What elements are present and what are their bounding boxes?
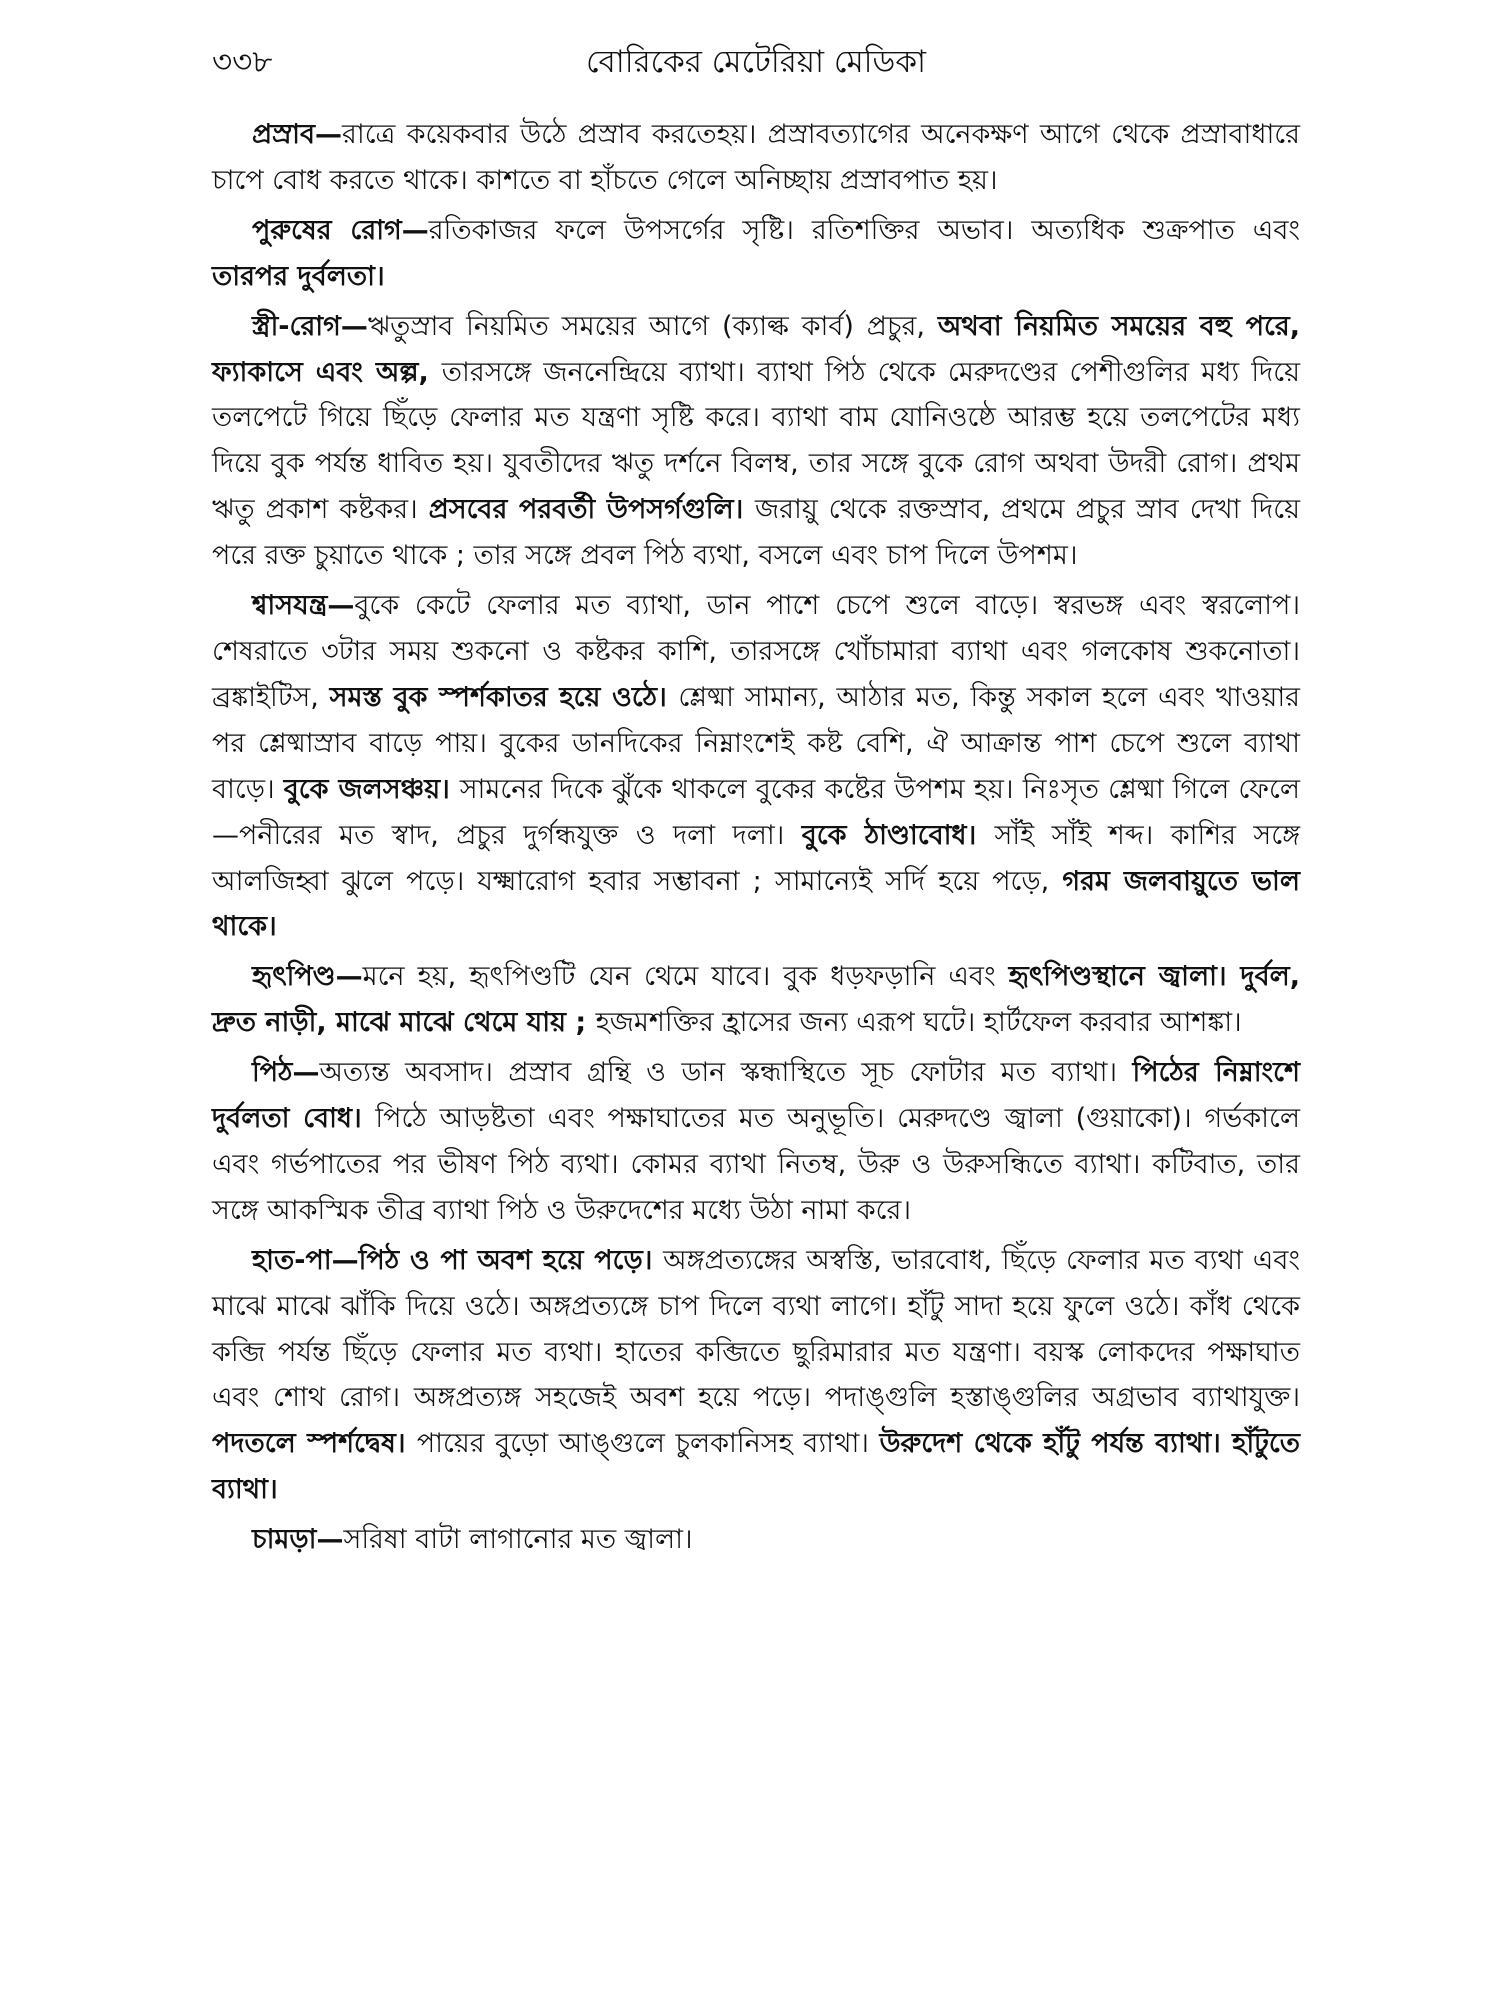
text-segment-bold: গরম জলবায়ুতে ভাল থাকে।: [212, 865, 1300, 943]
text-segment-bold: পিঠ ও পা অবশ হয়ে পড়ে।: [358, 1244, 664, 1276]
page-number: ৩৩৮: [212, 44, 273, 80]
text-segment-bold: সমস্ত বুক স্পর্শকাতর হয়ে ওঠে।: [329, 681, 679, 713]
text-segment-bold: উরুদেশ থেকে হাঁটু পর্যন্ত ব্যাথা। হাঁটুতে ব্যাথা।: [212, 1428, 1301, 1506]
paragraph-urine: [212, 112, 1300, 204]
text-segment: ঋতুস্রাব নিয়মিত সময়ের আগে (ক্যাল্ক কার্ব) প্রচুর,: [367, 310, 938, 342]
paragraph-back: [212, 1050, 1300, 1234]
paragraph-heart: [212, 954, 1300, 1046]
running-title: বোরিকের মেটেরিয়া মেডিকা: [585, 44, 927, 80]
text-segment-bold: অথবা নিয়মিত সময়ের বহু পরে, ফ্যাকাসে এবং অল্প,: [212, 310, 1300, 388]
text-segment-bold: তারপর দুর্বলতা।: [212, 260, 385, 292]
paragraph-limbs: [212, 1238, 1300, 1513]
text-segment-bold: প্রসবের পরবর্তী উপসর্গগুলি।: [428, 494, 755, 526]
text-segment-bold: বুকে ঠাণ্ডাবোধ।: [801, 819, 995, 851]
text-segment: মনে হয়, হৃৎপিণ্ডটি যেন থেমে যাবে। বুক ধড়ফড়ানি এবং: [362, 961, 1009, 993]
heading-limbs: হাত-পা—: [252, 1244, 359, 1276]
heading-urine: প্রস্রাব—: [252, 119, 343, 150]
heading-skin: চামড়া—: [252, 1524, 344, 1556]
text-segment: সামনের দিকে ঝুঁকে থাকলে বুকের কষ্টের উপশম হয়। নিঃসৃত শ্লেষ্মা গিলে ফেলে—পনীরের মত স্বাদ, প্রচুর দুর্গন্ধযুক্ত ও দলা দলা।: [212, 773, 1300, 851]
text-segment-bold: পিঠের নিম্নাংশে দুর্বলতা বোধ।: [212, 1057, 1300, 1135]
heading-heart: হৃৎপিণ্ড—: [252, 961, 363, 993]
text-segment-bold: বুকে জলসঞ্চয়।: [283, 773, 460, 805]
text-segment: সরিষা বাটা লাগানোর মত জ্বালা।: [343, 1524, 693, 1556]
heading-male-disease: পুরুষের রোগ—: [252, 214, 429, 246]
text-segment-bold: হৃৎপিণ্ডস্থানে জ্বালা। দুর্বল, দ্রুত নাড়ী, মাঝে মাঝে থেমে যায় ;: [212, 961, 1300, 1039]
paragraph-respiratory: [212, 583, 1300, 950]
page-header: [212, 38, 1300, 88]
text-segment: জরায়ু থেকে রক্তস্রাব, প্রথমে প্রচুর স্রাব দেখা দিয়ে পরে রক্ত চুয়াতে থাকে ; তার সঙ্গে প্রবল পিঠ ব্যথা, বসলে এবং চাপ দিলে উপশম।: [212, 494, 1300, 572]
text-segment: হজমশক্তির হ্রাসের জন্য এরূপ ঘটে। হার্টফেল করবার আশঙ্কা।: [595, 1007, 1242, 1039]
text-segment: রাত্রে কয়েকবার উঠে প্রস্রাব করতেহয়। প্রস্রাবত্যাগের অনেকক্ষণ আগে থেকে প্রস্রাবাধারে চাপে বোধ করতে থাকে। কাশতে বা হাঁচতে গেলে অনিচ্ছায় প্রস্রাবপাত হয়।: [212, 119, 1300, 196]
heading-respiratory: শ্বাসযন্ত্র—: [252, 590, 355, 622]
text-segment: পায়ের বুড়ো আঙ্গুলে চুলকানিসহ ব্যাথা।: [416, 1428, 880, 1460]
heading-back: পিঠ—: [252, 1057, 320, 1089]
text-segment: রতিকাজর ফলে উপসর্গের সৃষ্টি। রতিশক্তির অভাব। অত্যধিক শুক্রপাত এবং: [428, 214, 1300, 246]
paragraph-female-disease: [212, 304, 1300, 579]
paragraph-male-disease: [212, 208, 1300, 300]
text-segment: অঙ্গপ্রত্যঙ্গের অস্বস্তি, ভারবোধ, ছিঁড়ে ফেলার মত ব্যথা এবং মাঝে মাঝে ঝাঁকি দিয়ে ওঠে। অঙ্গপ্রত্যঙ্গে চাপ দিলে ব্যথা লাগে। হাঁটু সাদা হয়ে ফুলে ওঠে। কাঁধ থেকে কব্জি পর্যন্ত ছিঁড়ে ফেলার মত ব্যথা। হাতের কব্জিতে ছুরিমারার মত যন্ত্রণা। বয়স্ক লোকদের পক্ষাঘাত এবং শোথ রোগ। অঙ্গপ্রত্যঙ্গ সহজেই অবশ হয়ে পড়ে। পদাঙ্গুলি হস্তাঙ্গুলির অগ্রভাব ব্যাথাযুক্ত।: [212, 1244, 1300, 1414]
text-segment: অত্যন্ত অবসাদ। প্রস্রাব গ্রন্থি ও ডান স্কন্ধাস্থিতে সূচ ফোটার মত ব্যাথা।: [319, 1057, 1133, 1089]
text-segment: শ্লেষ্মা সামান্য, আঠার মত, কিন্তু সকাল হলে এবং খাওয়ার পর শ্লেষ্মাস্রাব বাড়ে পায়। বুকের ডানদিকের নিম্নাংশেই কষ্ট বেশি, ঐ আক্রান্ত পাশ চেপে শুলে ব্যাথা বাড়ে।: [212, 681, 1300, 805]
heading-female-disease: স্ত্রী-রোগ—: [252, 310, 368, 342]
text-segment: সাঁই সাঁই শব্দ। কাশির সঙ্গে আলজিহ্বা ঝুলে পড়ে। যক্ষ্মারোগ হবার সম্ভাবনা ; সামান্যেই সর্দি হয়ে পড়ে,: [212, 819, 1301, 897]
text-segment-bold: পদতলে স্পর্শদ্বেষ।: [212, 1428, 417, 1460]
paragraph-skin: [212, 1517, 1300, 1563]
text-segment: বুকে কেটে ফেলার মত ব্যাথা, ডান পাশে চেপে শুলে বাড়ে। স্বরভঙ্গ এবং স্বরলোপ। শেষরাতে ৩টার সময় শুকনো ও কষ্টকর কাশি, তারসঙ্গে খোঁচামারা ব্যাথা এবং গলকোষ শুকনোতা। ব্রঙ্কাইটিস,: [212, 590, 1300, 713]
body-text: [212, 112, 1300, 1567]
text-segment: পিঠে আড়ষ্টতা এবং পক্ষাঘাতের মত অনুভূতি। মেরুদণ্ডে জ্বালা (গুয়াকো)। গর্ভকালে এবং গর্ভপাতের পর ভীষণ পিঠ ব্যথা। কোমর ব্যাথা নিতম্ব, উরু ও উরুসন্ধিতে ব্যাথা। কটিবাত, তার সঙ্গে আকস্মিক তীব্র ব্যাথা পিঠ ও উরুদেশের মধ্যে উঠা নামা করে।: [212, 1103, 1300, 1226]
text-segment: তারসঙ্গে জননেন্দ্রিয়ে ব্যাথা। ব্যাথা পিঠ থেকে মেরুদণ্ডের পেশীগুলির মধ্য দিয়ে তলপেটে গিয়ে ছিঁড়ে ফেলার মত যন্ত্রণা সৃষ্টি করে। ব্যাথা বাম যোনিওষ্ঠে আরম্ভ হয়ে তলপেটের মধ্য দিয়ে বুক পর্যন্ত ধাবিত হয়। যুবতীদের ঋতু দর্শনে বিলম্ব, তার সঙ্গে বুকে রোগ অথবা উদরী রোগ। প্রথম ঋতু প্রকাশ কষ্টকর।: [212, 356, 1300, 526]
